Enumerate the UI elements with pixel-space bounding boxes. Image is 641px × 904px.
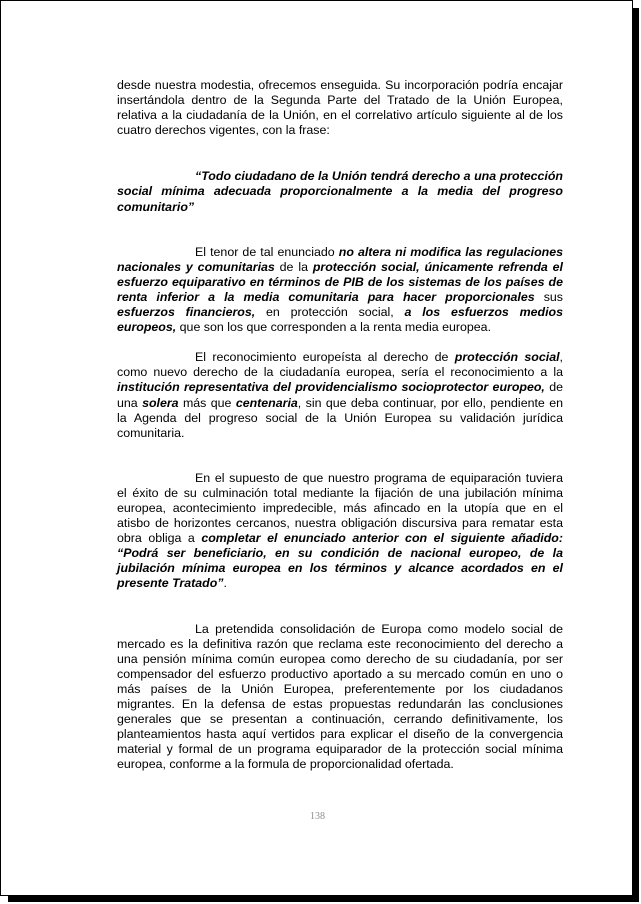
p3-emphasis: esfuerzos financieros, bbox=[117, 305, 256, 320]
paragraph-1: desde nuestra modestia, ofrecemos enseguida. Su incorporación podría encajar insertándola dentro de la Segunda Parte del Tratado de la Unión Europea, relativa a la ciudadanía de la Unión, en el correlativo artículo siguiente al de los cuatro derechos vigentes, con la frase: bbox=[117, 78, 563, 138]
p3-text: que son los que corresponden a la renta media europea. bbox=[176, 320, 492, 335]
p4-emphasis: protección social bbox=[454, 350, 560, 365]
p4-emphasis: centenaria bbox=[235, 395, 298, 410]
p3-text: sus bbox=[534, 289, 564, 304]
page-shadow-right bbox=[633, 8, 639, 902]
p4-text: , sin que deba continuar, por ello, pendiente en la Agenda del progreso social de la Unión Europea su validación jurídica comunitaria. bbox=[117, 395, 563, 440]
p3-emphasis: protección social, únicamente refrenda el esfuerzo equiparativo en términos de PIB de los sistemas de los países de renta inferior a la media comunitaria para hacer proporcionales bbox=[117, 259, 563, 304]
p4-text: , como nuevo derecho de la ciudadanía europea, sería el reconocimiento a la bbox=[117, 350, 563, 380]
p3-text: de la bbox=[274, 259, 313, 274]
paragraph-6: La pretendida consolidación de Europa como modelo social de mercado es la definitiva razón que reclama este reconocimiento del derecho a una pensión mínima común europea como derecho de su ciudadanía, por ser compensador del esfuerzo productivo aportado a su mercado común en uno o más países de la Unión Europea, preferentemente por los ciudadanos migrantes. En la defensa de estas propuestas redundarán las conclusiones generales que se presentan a continuación, cerrando definitivamente, los planteamientos hasta aquí vertidos para explicar el diseño de la convergencia material y formal de un programa equiparador de la protección social mínima europea, conforme a la formula de proporcionalidad ofertada. bbox=[117, 621, 563, 772]
p3-emphasis: no altera ni modifica las regulaciones nacionales y comunitarias bbox=[117, 244, 563, 274]
paragraph-4 bbox=[117, 350, 563, 441]
paragraph-5 bbox=[117, 471, 563, 592]
page-shadow-bottom bbox=[8, 896, 639, 902]
p4-text: El reconocimiento europeísta al derecho de bbox=[195, 350, 455, 365]
p3-text: en protección social, bbox=[255, 305, 405, 320]
p4-emphasis: solera bbox=[142, 395, 179, 410]
p3-text: El tenor de tal enunciado bbox=[195, 244, 339, 259]
quote-paragraph: “Todo ciudadano de la Unión tendrá derecho a una protección social mínima adecuada proporcionalmente a la media del progreso comunitario” bbox=[117, 169, 563, 214]
page-number: 138 bbox=[310, 811, 325, 822]
p5-emphasis: completar el enunciado anterior con el siguiente añadido: “Podrá ser beneficiario, en su condición de nacional europeo, de la jubilación mínima europea en los términos y alcance acordados en el presente Tratado” bbox=[117, 531, 563, 591]
p5-text: En el supuesto de que nuestro programa de equiparación tuviera el éxito de su culminación total mediante la fijación de una jubilación mínima europea, acontecimiento impredecible, más afincado en la utopía que en el atisbo de horizontes cercanos, nuestra obligación discursiva para rematar esta obra obliga a bbox=[117, 470, 563, 546]
p4-text: de una bbox=[117, 380, 563, 410]
body-text bbox=[117, 78, 563, 772]
p4-text: más que bbox=[178, 395, 236, 410]
paragraph-3 bbox=[117, 245, 563, 336]
p4-emphasis: institución representativa del providencialismo socioprotector europeo, bbox=[117, 380, 545, 395]
p5-text: . bbox=[223, 576, 227, 591]
p3-emphasis: a los esfuerzos medios europeos, bbox=[117, 305, 563, 335]
